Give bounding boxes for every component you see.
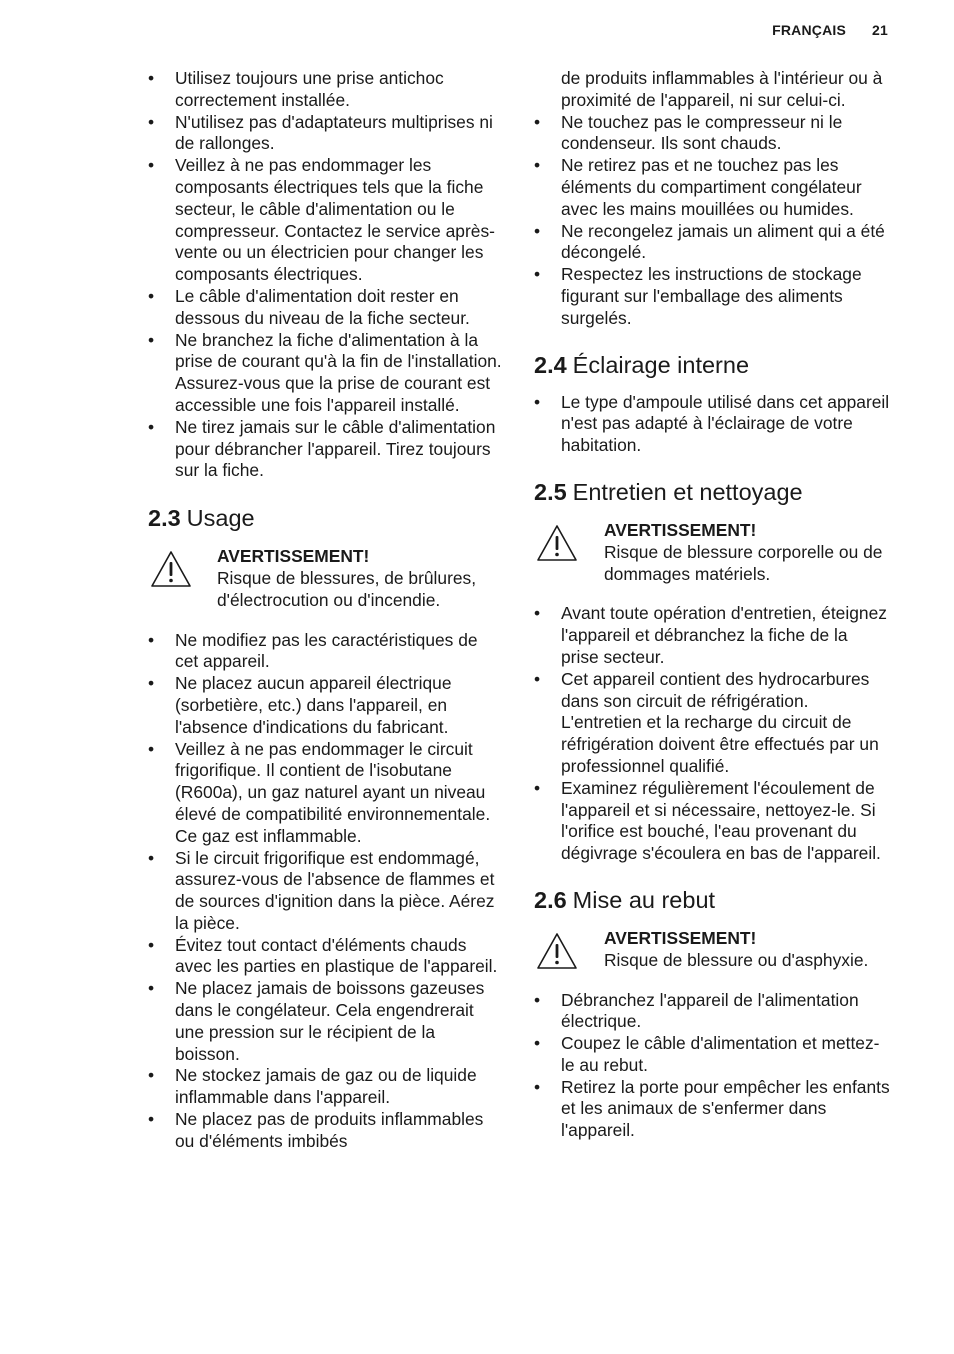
list-item: • Ne recongelez jamais un aliment qui a été décongelé. xyxy=(534,221,890,265)
list-item: • Ne placez pas de produits inflammables ou d'éléments imbibés xyxy=(148,1109,504,1153)
right-column xyxy=(534,68,890,1142)
warning-triangle-icon xyxy=(536,932,578,970)
intro-list-right xyxy=(534,112,890,330)
list-item: • Ne placez jamais de boissons gazeuses dans le congélateur. Cela engendrerait une pression sur le récipient de la boisson. xyxy=(148,978,504,1065)
section-heading-2-4 xyxy=(534,350,890,380)
list-item: • Évitez tout contact d'éléments chauds avec les parties en plastique de l'appareil. xyxy=(148,935,504,979)
list-item: • Retirez la porte pour empêcher les enfants et les animaux de s'enfermer dans l'appareil. xyxy=(534,1077,890,1142)
list-item: • Ne touchez pas le compresseur ni le condenseur. Ils sont chauds. xyxy=(534,112,890,156)
warning-block-maintenance xyxy=(534,520,890,585)
list-item: • Ne retirez pas et ne touchez pas les éléments du compartiment congélateur avec les mains mouillées ou humides. xyxy=(534,155,890,220)
maintenance-list xyxy=(534,603,890,865)
list-item: • Examinez régulièrement l'écoulement de l'appareil et si nécessaire, nettoyez-le. Si l'orifice est bouché, l'eau provenant du dégivrage s'écoulera en bas de l'appareil. xyxy=(534,778,890,865)
lighting-list xyxy=(534,392,890,457)
page-number: 21 xyxy=(872,22,888,38)
section-heading-2-6 xyxy=(534,885,890,915)
section-title-text: Mise au rebut xyxy=(572,886,716,913)
warning-text: Risque de blessure ou d'asphyxie. xyxy=(604,949,869,970)
warning-title: AVERTISSEMENT! xyxy=(604,927,757,948)
warning-title: AVERTISSEMENT! xyxy=(217,546,370,567)
warning-text: Risque de blessures, de brûlures, d'électrocution ou d'incendie. xyxy=(217,567,477,610)
disposal-list xyxy=(534,990,890,1143)
section-number: 2.4 xyxy=(534,351,567,378)
list-item: • Ne stockez jamais de gaz ou de liquide inflammable dans l'appareil. xyxy=(148,1065,504,1109)
list-item: • Ne modifiez pas les caractéristiques de cet appareil. xyxy=(148,630,504,674)
header-language: FRANÇAIS xyxy=(772,22,847,38)
warning-block-disposal xyxy=(534,928,890,972)
list-item: • Si le circuit frigorifique est endommagé, assurez-vous de l'absence de flammes et de sources d'ignition dans la pièce. Aérez la pièce. xyxy=(148,848,504,935)
list-item: • Coupez le câble d'alimentation et mettez-le au rebut. xyxy=(534,1033,890,1077)
left-column xyxy=(148,68,504,1153)
list-item: • Respectez les instructions de stockage figurant sur l'emballage des aliments surgelés. xyxy=(534,264,890,329)
section-number: 2.5 xyxy=(534,478,567,505)
warning-block-usage xyxy=(148,546,504,611)
section-title-text: Éclairage interne xyxy=(572,351,750,378)
list-item: • Débranchez l'appareil de l'alimentation électrique. xyxy=(534,990,890,1034)
warning-title: AVERTISSEMENT! xyxy=(604,519,757,540)
warning-triangle-icon xyxy=(150,550,192,588)
warning-text: Risque de blessure corporelle ou de dommages matériels. xyxy=(604,541,883,584)
section-title-text: Entretien et nettoyage xyxy=(572,478,803,505)
section-title-text: Usage xyxy=(186,505,255,532)
list-item: • N'utilisez pas d'adaptateurs multiprises ni de rallonges. xyxy=(148,112,504,156)
page-header xyxy=(772,22,888,38)
list-item: • Le type d'ampoule utilisé dans cet appareil n'est pas adapté à l'éclairage de votre habitation. xyxy=(534,392,890,457)
section-heading-2-3 xyxy=(148,503,504,533)
list-item: • Ne branchez la fiche d'alimentation à la prise de courant qu'à la fin de l'installation. Assurez-vous que la prise de courant est accessible une fois l'appareil installé. xyxy=(148,330,504,417)
list-item: • Le câble d'alimentation doit rester en dessous du niveau de la fiche secteur. xyxy=(148,286,504,330)
list-item: • Veillez à ne pas endommager les composants électriques tels que la fiche secteur, le câble d'alimentation ou le compresseur. Contactez le service après-vente ou un électricien pour changer les composants électriques. xyxy=(148,155,504,286)
list-item-continued: de produits inflammables à l'intérieur ou à proximité de l'appareil, ni sur celui-ci. xyxy=(561,68,883,110)
list-item: • Avant toute opération d'entretien, éteignez l'appareil et débranchez la fiche de la prise secteur. xyxy=(534,603,890,668)
list-item: • Ne tirez jamais sur le câble d'alimentation pour débrancher l'appareil. Tirez toujours sur la fiche. xyxy=(148,417,504,482)
section-number: 2.6 xyxy=(534,886,567,913)
list-item: • Veillez à ne pas endommager le circuit frigorifique. Il contient de l'isobutane (R600a), un gaz naturel ayant un niveau élevé de compatibilité environnementale. Ce gaz est inflammable. xyxy=(148,739,504,848)
usage-list xyxy=(148,630,504,1153)
intro-list-left xyxy=(148,68,504,482)
section-heading-2-5 xyxy=(534,477,890,507)
list-item: • Cet appareil contient des hydrocarbures dans son circuit de réfrigération. L'entretien et la recharge du circuit de réfrigération doivent être effectués par un professionnel qualifié. xyxy=(534,669,890,778)
continued-list-item xyxy=(534,68,890,112)
warning-triangle-icon xyxy=(536,524,578,562)
section-number: 2.3 xyxy=(148,505,181,532)
list-item: • Utilisez toujours une prise antichoc correctement installée. xyxy=(148,68,504,112)
list-item: • Ne placez aucun appareil électrique (sorbetière, etc.) dans l'appareil, en l'absence d'indications du fabricant. xyxy=(148,673,504,738)
